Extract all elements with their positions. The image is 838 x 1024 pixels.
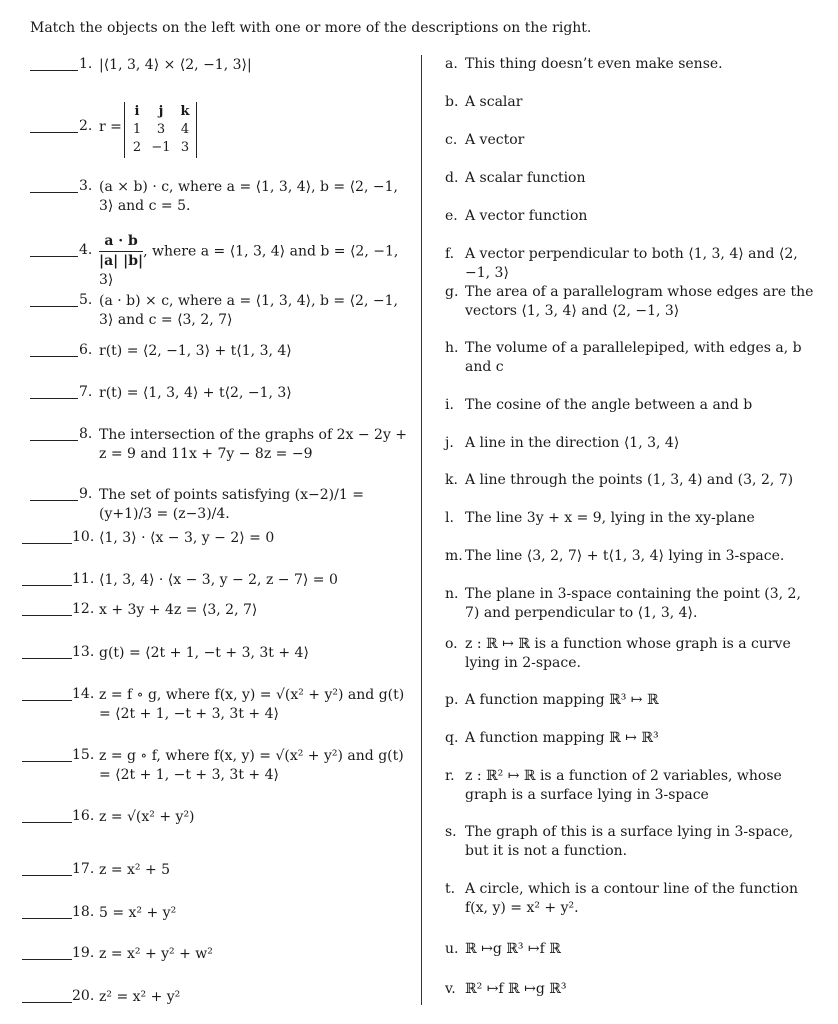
option-n: n. The plane in 3-space containing the point (3, 2, 7) and perpendicular to ⟨1, 3, 4⟩.	[445, 586, 801, 621]
question-text: (a · b) × c, where a = ⟨1, 3, 4⟩, b = ⟨2, −1, 3⟩ and c = ⟨3, 2, 7⟩	[99, 293, 398, 328]
option-t: t. A circle, which is a contour line of the function f(x, y) = x² + y².	[445, 881, 799, 916]
question-number: 5.	[79, 292, 93, 308]
option-s: s. The graph of this is a surface lying in 3-space, but it is not a function.	[445, 824, 794, 859]
option-m: m. The line ⟨3, 2, 7⟩ + t⟨1, 3, 4⟩ lying in 3-space.	[445, 548, 785, 564]
question-text: The set of points satisfying (x−2)/1 = (y+1)/3 = (z−3)/4.	[99, 487, 364, 522]
question-number: 4.	[79, 242, 93, 258]
question-number: 16.	[72, 808, 95, 824]
answer-blank[interactable]	[30, 70, 78, 71]
option-j: j. A line in the direction ⟨1, 3, 4⟩	[445, 435, 680, 451]
option-f: f. A vector perpendicular to both ⟨1, 3, 4⟩ and ⟨2, −1, 3⟩	[445, 246, 798, 281]
answer-blank[interactable]	[30, 306, 78, 307]
question-text: (a × b) · c, where a = ⟨1, 3, 4⟩, b = ⟨2, −1, 3⟩ and c = 5.	[99, 179, 398, 214]
option-h: h. The volume of a parallelepiped, with edges a, b and c	[445, 340, 802, 375]
option-k: k. A line through the points (1, 3, 4) and (3, 2, 7)	[445, 472, 794, 488]
answer-blank[interactable]	[22, 761, 72, 762]
question-number: 2.	[79, 118, 93, 134]
question-number: 18.	[72, 904, 95, 920]
option-i: i. The cosine of the angle between a and b	[445, 397, 753, 413]
answer-blank[interactable]	[30, 192, 78, 193]
instructions: Match the objects on the left with one or more of the descriptions on the right.	[30, 20, 592, 36]
question-text: z² = x² + y²	[99, 989, 181, 1005]
answer-blank[interactable]	[30, 356, 78, 357]
answer-blank[interactable]	[22, 822, 72, 823]
option-b: b. A scalar	[445, 94, 523, 110]
question-number: 9.	[79, 486, 93, 502]
question-text: r(t) = ⟨2, −1, 3⟩ + t⟨1, 3, 4⟩	[99, 343, 292, 359]
option-p: p. A function mapping ℝ³ ↦ ℝ	[445, 692, 659, 708]
answer-blank[interactable]	[30, 500, 78, 501]
option-v: v. ℝ² ↦f ℝ ↦g ℝ³	[445, 981, 567, 997]
question-text: r =	[99, 119, 122, 135]
question-number: 3.	[79, 178, 93, 194]
question-number: 20.	[72, 988, 95, 1004]
answer-blank[interactable]	[22, 959, 72, 960]
option-r: r. z : ℝ² ↦ ℝ is a function of 2 variables, whose graph is a surface lying in 3-space	[445, 768, 782, 803]
question-text: z = f ∘ g, where f(x, y) = √(x² + y²) and g(t) = ⟨2t + 1, −t + 3, 3t + 4⟩	[99, 687, 405, 722]
answer-blank[interactable]	[22, 875, 72, 876]
question-text: z = g ∘ f, where f(x, y) = √(x² + y²) and g(t) = ⟨2t + 1, −t + 3, 3t + 4⟩	[99, 748, 404, 783]
question-text: ⟨1, 3, 4⟩ · ⟨x − 3, y − 2, z − 7⟩ = 0	[99, 572, 338, 588]
question-number: 19.	[72, 945, 95, 961]
question-number: 6.	[79, 342, 93, 358]
question-number: 10.	[72, 529, 95, 545]
option-l: l. The line 3y + x = 9, lying in the xy-plane	[445, 510, 755, 526]
answer-blank[interactable]	[22, 918, 72, 919]
question-text: g(t) = ⟨2t + 1, −t + 3, 3t + 4⟩	[99, 645, 309, 661]
question-text: $\frac{a \cdot b}{|a| |b|}$ , where a = ⟨1, 3, 4⟩ and b = ⟨2, −1, 3⟩	[99, 233, 399, 288]
question-number: 8.	[79, 426, 93, 442]
answer-blank[interactable]	[30, 256, 78, 257]
question-number: 7.	[79, 384, 93, 400]
answer-blank[interactable]	[22, 658, 72, 659]
question-text: r(t) = ⟨1, 3, 4⟩ + t⟨2, −1, 3⟩	[99, 385, 292, 401]
question-text: z = x² + y² + w²	[99, 946, 213, 962]
question-number: 17.	[72, 861, 95, 877]
option-d: d. A scalar function	[445, 170, 586, 186]
answer-blank[interactable]	[22, 585, 72, 586]
question-text: ⟨1, 3⟩ · ⟨x − 3, y − 2⟩ = 0	[99, 530, 275, 546]
option-c: c. A vector	[445, 132, 525, 148]
answer-blank[interactable]	[30, 132, 78, 133]
question-text: z = x² + 5	[99, 862, 171, 878]
column-divider	[421, 55, 422, 1005]
option-o: o. z : ℝ ↦ ℝ is a function whose graph is a curve lying in 2-space.	[445, 636, 791, 671]
question-text: x + 3y + 4z = ⟨3, 2, 7⟩	[99, 602, 258, 618]
answer-blank[interactable]	[22, 615, 72, 616]
determinant-matrix: i j k 1 3 4 2 −1 3	[124, 102, 204, 158]
question-number: 15.	[72, 747, 95, 763]
question-number: 11.	[72, 571, 95, 587]
question-text: |⟨1, 3, 4⟩ × ⟨2, −1, 3⟩|	[99, 57, 252, 73]
question-number: 1.	[79, 56, 93, 72]
option-e: e. A vector function	[445, 208, 588, 224]
question-number: 14.	[72, 686, 95, 702]
option-g: g. The area of a parallelogram whose edges are the vectors ⟨1, 3, 4⟩ and ⟨2, −1, 3⟩	[445, 284, 814, 319]
answer-blank[interactable]	[22, 1002, 72, 1003]
answer-blank[interactable]	[22, 700, 72, 701]
option-a: a. This thing doesn’t even make sense.	[445, 56, 723, 72]
question-text: 5 = x² + y²	[99, 905, 177, 921]
question-text: The intersection of the graphs of 2x − 2y + z = 9 and 11x + 7y − 8z = −9	[99, 427, 408, 462]
question-number: 13.	[72, 644, 95, 660]
answer-blank[interactable]	[30, 440, 78, 441]
answer-blank[interactable]	[30, 398, 78, 399]
option-u: u. ℝ ↦g ℝ³ ↦f ℝ	[445, 941, 561, 957]
option-q: q. A function mapping ℝ ↦ ℝ³	[445, 730, 659, 746]
question-text: z = √(x² + y²)	[99, 809, 195, 825]
question-number: 12.	[72, 601, 95, 617]
answer-blank[interactable]	[22, 543, 72, 544]
